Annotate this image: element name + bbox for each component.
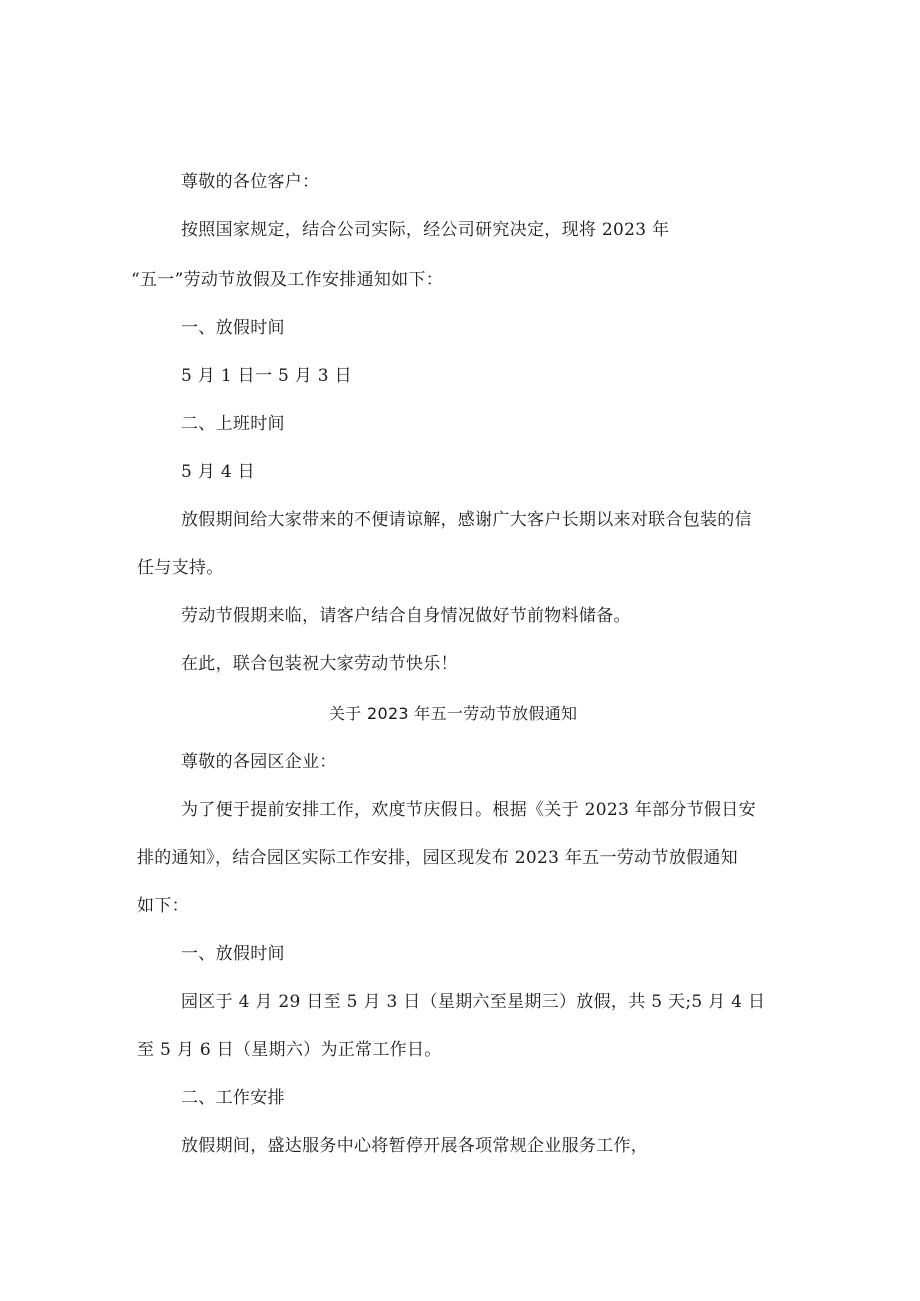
notice1-reminder: 劳动节假期来临，请客户结合自身情况做好节前物料储备。: [181, 606, 631, 626]
notice1-intro-line1: 按照国家规定，结合公司实际，经公司研究决定，现将 2023 年: [181, 220, 670, 240]
notice2-section1-line2: 至 5 月 6 日（星期六）为正常工作日。: [137, 1040, 442, 1060]
notice1-intro-line2: “五一”劳动节放假及工作安排通知如下：: [131, 270, 444, 290]
notice2-greeting: 尊敬的各园区企业：: [181, 752, 337, 772]
notice2-section1-line1: 园区于 4 月 29 日至 5 月 3 日（星期六至星期三）放假，共 5 天;5 月 4 日: [181, 992, 766, 1012]
notice2-section2-heading: 二、工作安排: [181, 1088, 285, 1108]
notice1-apology-line1: 放假期间给大家带来的不便请谅解，感谢广大客户长期以来对联合包装的信: [181, 510, 752, 530]
notice2-title: 关于 2023 年五一劳动节放假通知: [329, 704, 578, 723]
notice2-intro-line3: 如下：: [137, 896, 189, 916]
notice1-section1-value: 5 月 1 日一 5 月 3 日: [181, 366, 352, 386]
notice2-section1-heading: 一、放假时间: [181, 944, 285, 964]
notice1-section1-heading: 一、放假时间: [181, 318, 285, 338]
notice1-apology-line2: 任与支持。: [137, 558, 224, 578]
notice1-greeting: 尊敬的各位客户：: [181, 172, 320, 192]
notice1-section2-heading: 二、上班时间: [181, 414, 285, 434]
notice2-intro-line1: 为了便于提前安排工作，欢度节庆假日。根据《关于 2023 年部分节假日安: [181, 800, 756, 820]
notice2-intro-line2: 排的通知》，结合园区实际工作安排，园区现发布 2023 年五一劳动节放假通知: [137, 848, 738, 868]
notice1-section2-value: 5 月 4 日: [181, 462, 255, 482]
notice1-closing: 在此，联合包装祝大家劳动节快乐！: [181, 654, 458, 674]
notice2-section2-line1: 放假期间，盛达服务中心将暂停开展各项常规企业服务工作，: [181, 1136, 649, 1156]
